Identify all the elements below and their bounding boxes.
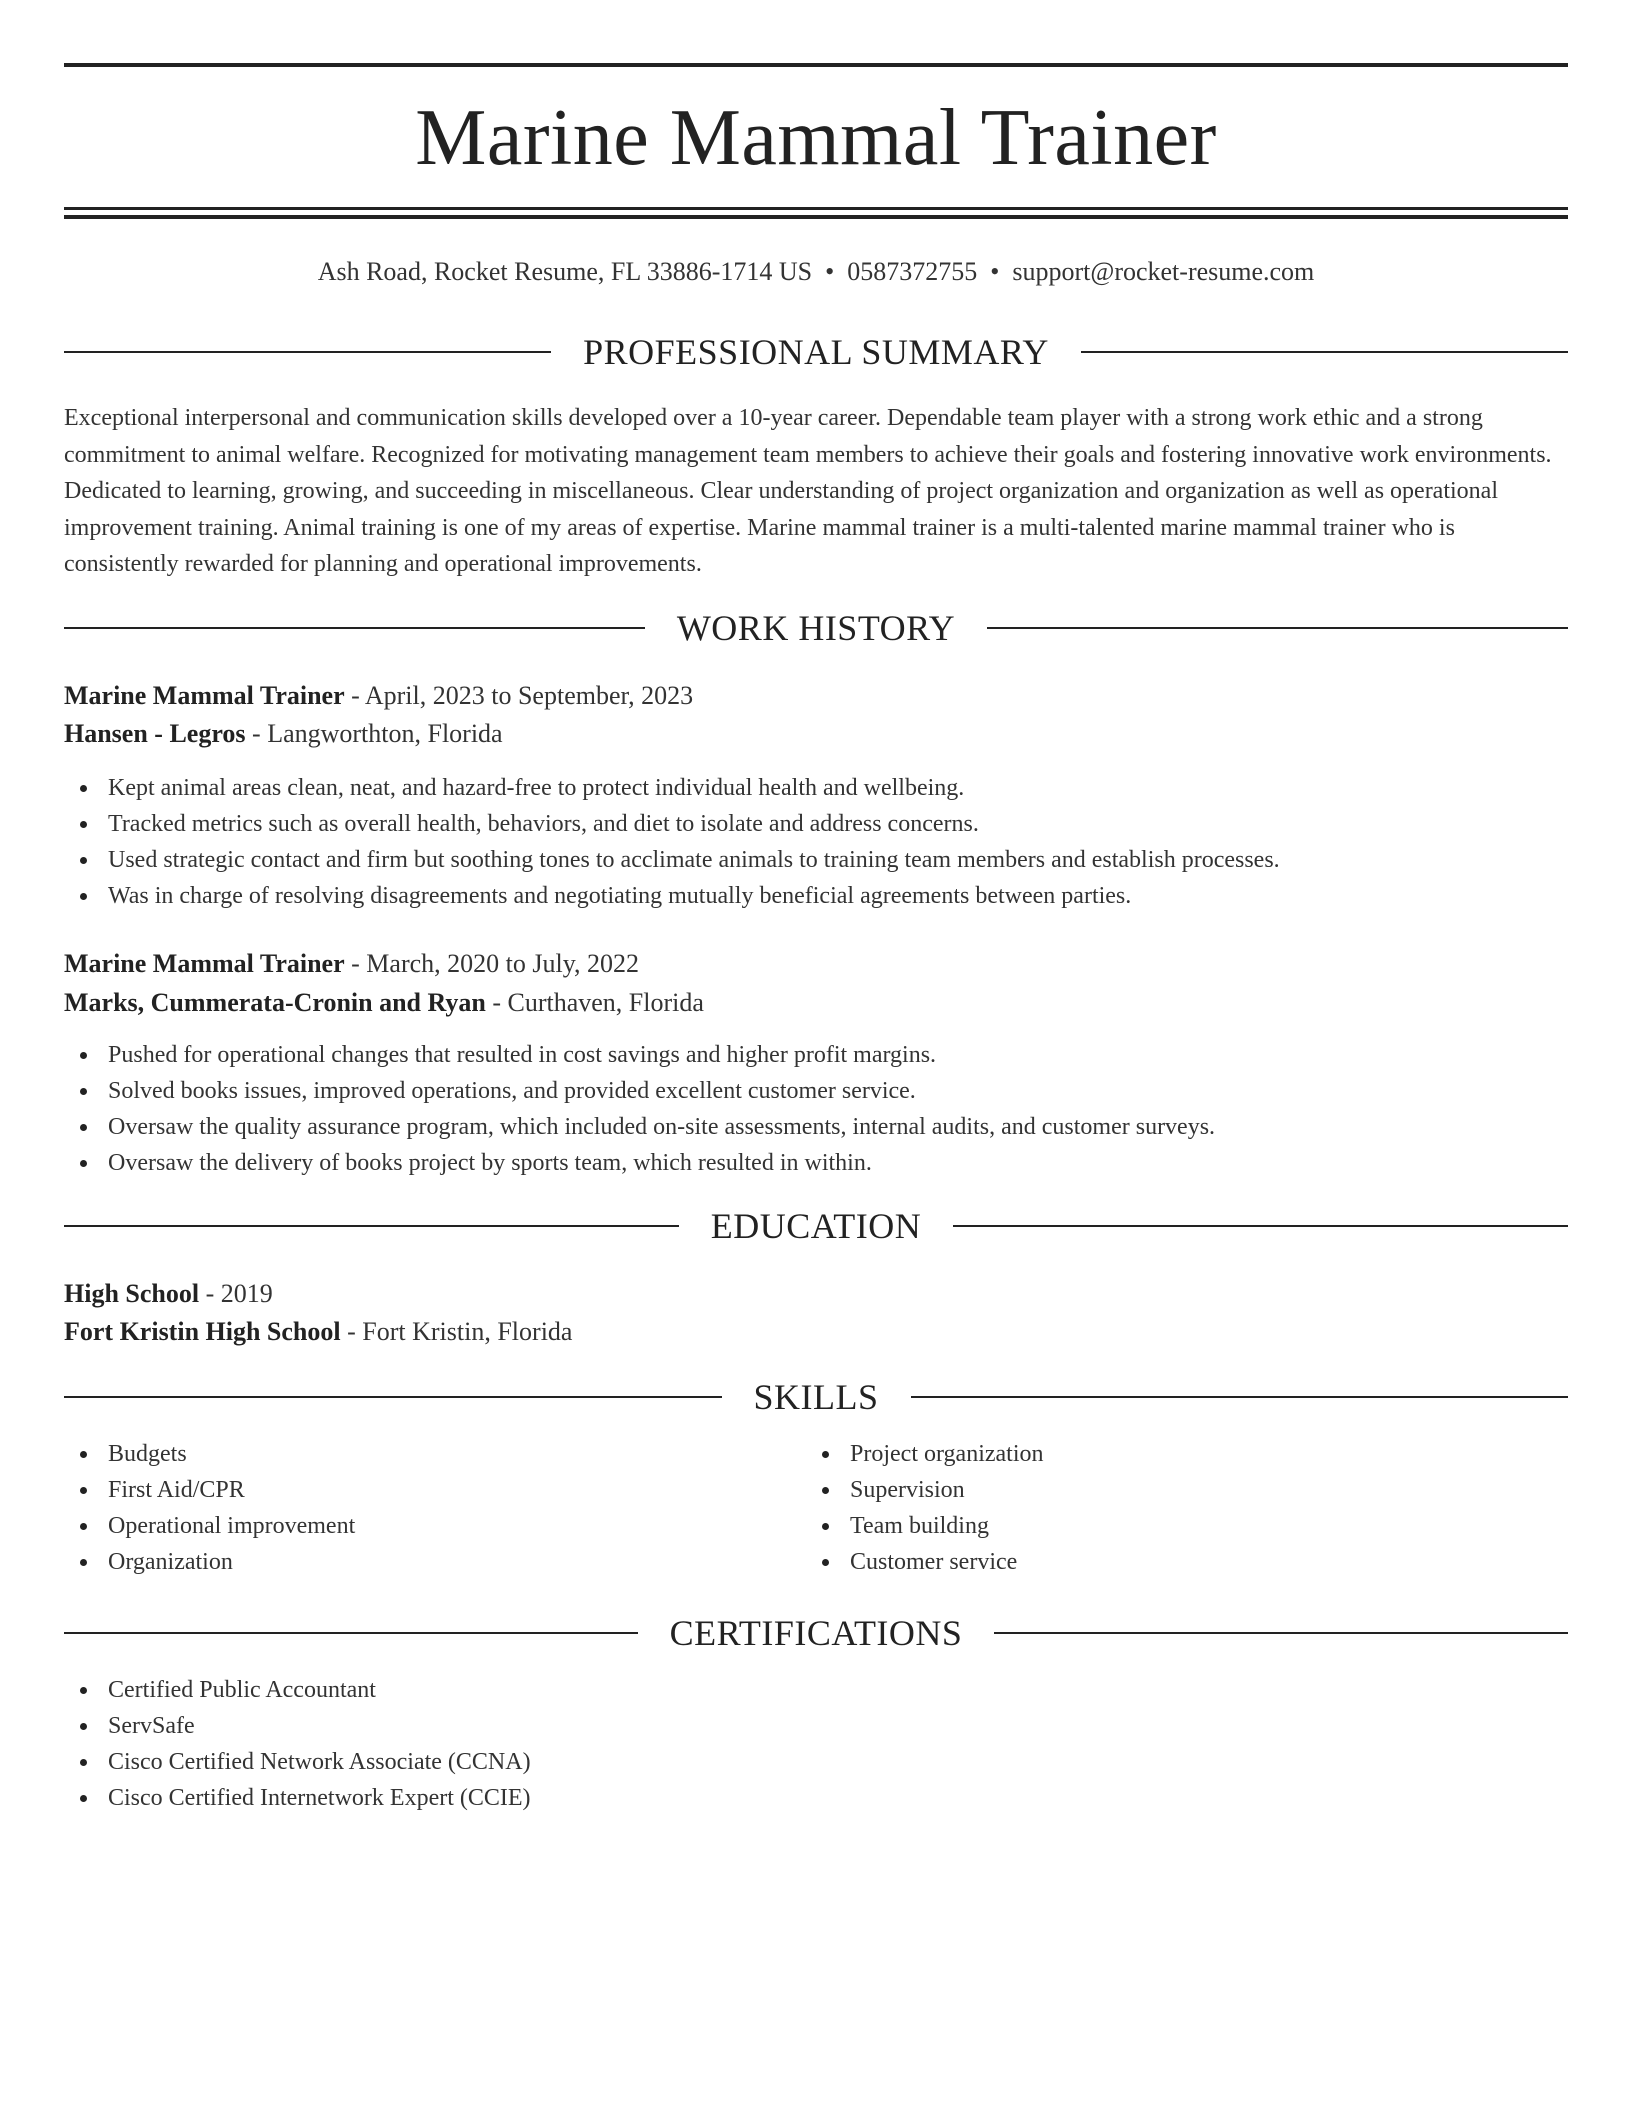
- skills-heading-label: SKILLS: [753, 1377, 879, 1417]
- heading-rule-right: [994, 1632, 1568, 1634]
- job-1-title-line: [64, 678, 1568, 714]
- summary-section-heading: [64, 330, 1568, 374]
- job-1-dates: - April, 2023 to September, 2023: [344, 681, 694, 710]
- summary-text: Exceptional interpersonal and communication skills developed over a 10-year career. Dependable team player with a strong work ethic and a strong commitment to animal welfare. Recognized for motivating management team members to achieve their goals and fostering innovative work environments. Dedicated to learning, growing, and succeeding in miscellaneous. Clear understanding of project organization and organization as well as operational improvement training. Animal training is one of my areas of expertise. Marine mammal trainer is a multi-talented marine mammal trainer who is consistently rewarded for planning and operational improvements.: [64, 405, 1552, 577]
- list-item: Cisco Certified Network Associate (CCNA): [64, 1744, 1568, 1780]
- contact-phone: 0587372755: [847, 257, 978, 286]
- education-section-heading: [64, 1204, 1568, 1248]
- certifications-heading-label: CERTIFICATIONS: [669, 1613, 963, 1653]
- heading-rule-right: [987, 627, 1568, 629]
- list-item: Oversaw the delivery of books project by sports team, which resulted in within.: [64, 1145, 1568, 1181]
- job-1-title: Marine Mammal Trainer: [64, 681, 345, 710]
- heading-rule-left: [64, 351, 551, 353]
- header-top-rule: [64, 63, 1568, 67]
- job-2-company-line: [64, 985, 1568, 1021]
- education-year: - 2019: [199, 1279, 273, 1308]
- list-item: Budgets: [64, 1436, 764, 1472]
- education-heading-label: EDUCATION: [710, 1206, 922, 1246]
- contact-email: support@rocket-resume.com: [1012, 257, 1315, 286]
- list-item: Used strategic contact and firm but soothing tones to acclimate animals to training team members and establish processes.: [64, 842, 1568, 878]
- job-2-title: Marine Mammal Trainer: [64, 949, 345, 978]
- list-item: Project organization: [806, 1436, 1568, 1472]
- list-item: Certified Public Accountant: [64, 1672, 1568, 1708]
- work-history-heading-label: WORK HISTORY: [676, 608, 956, 648]
- header-double-rule-upper: [64, 207, 1568, 210]
- heading-rule-right: [1081, 351, 1568, 353]
- list-item: Customer service: [806, 1544, 1568, 1580]
- education-school-line: [64, 1314, 1568, 1350]
- job-2-title-line: [64, 946, 1568, 982]
- contact-line: [64, 255, 1568, 289]
- certifications-section-heading: [64, 1611, 1568, 1655]
- job-2-location: - Curthaven, Florida: [485, 988, 704, 1017]
- list-item: First Aid/CPR: [64, 1472, 764, 1508]
- skills-list-left: [64, 1436, 764, 1580]
- contact-separator: •: [990, 257, 1000, 286]
- skills-section-heading: [64, 1375, 1568, 1419]
- list-item: Team building: [806, 1508, 1568, 1544]
- certifications-list: [64, 1672, 1568, 1816]
- education-degree-line: [64, 1276, 1568, 1312]
- list-item: Supervision: [806, 1472, 1568, 1508]
- heading-rule-left: [64, 1396, 722, 1398]
- job-2-company: Marks, Cummerata-Cronin and Ryan: [64, 988, 486, 1017]
- work-history-section-heading: [64, 606, 1568, 650]
- skills-list-right: [806, 1436, 1568, 1580]
- heading-rule-right: [911, 1396, 1569, 1398]
- heading-rule-left: [64, 1632, 638, 1634]
- contact-separator: •: [825, 257, 835, 286]
- list-item: Operational improvement: [64, 1508, 764, 1544]
- list-item: Pushed for operational changes that resulted in cost savings and higher profit margins.: [64, 1037, 1568, 1073]
- job-1-company-line: [64, 716, 1568, 752]
- summary-heading-label: PROFESSIONAL SUMMARY: [583, 332, 1049, 372]
- job-2-dates: - March, 2020 to July, 2022: [344, 949, 640, 978]
- list-item: Kept animal areas clean, neat, and hazard-free to protect individual health and wellbeing.: [64, 770, 1568, 806]
- education-degree: High School: [64, 1279, 200, 1308]
- education-school: Fort Kristin High School: [64, 1317, 341, 1346]
- heading-rule-right: [953, 1225, 1568, 1227]
- job-1-bullets: [64, 770, 1568, 914]
- header-double-rule-lower: [64, 215, 1568, 219]
- list-item: Cisco Certified Internetwork Expert (CCIE): [64, 1780, 1568, 1816]
- education-location: - Fort Kristin, Florida: [340, 1317, 573, 1346]
- list-item: Oversaw the quality assurance program, which included on-site assessments, internal audits, and customer surveys.: [64, 1109, 1568, 1145]
- list-item: Solved books issues, improved operations, and provided excellent customer service.: [64, 1073, 1568, 1109]
- contact-address: Ash Road, Rocket Resume, FL 33886-1714 US: [317, 257, 813, 286]
- list-item: ServSafe: [64, 1708, 1568, 1744]
- list-item: Was in charge of resolving disagreements and negotiating mutually beneficial agreements between parties.: [64, 878, 1568, 914]
- list-item: Tracked metrics such as overall health, behaviors, and diet to isolate and address concerns.: [64, 806, 1568, 842]
- heading-rule-left: [64, 627, 645, 629]
- resume-title: Marine Mammal Trainer: [415, 94, 1217, 182]
- job-2-bullets: [64, 1037, 1568, 1181]
- job-1-company: Hansen - Legros: [64, 719, 246, 748]
- list-item: Organization: [64, 1544, 764, 1580]
- job-1-location: - Langworthton, Florida: [245, 719, 503, 748]
- heading-rule-left: [64, 1225, 679, 1227]
